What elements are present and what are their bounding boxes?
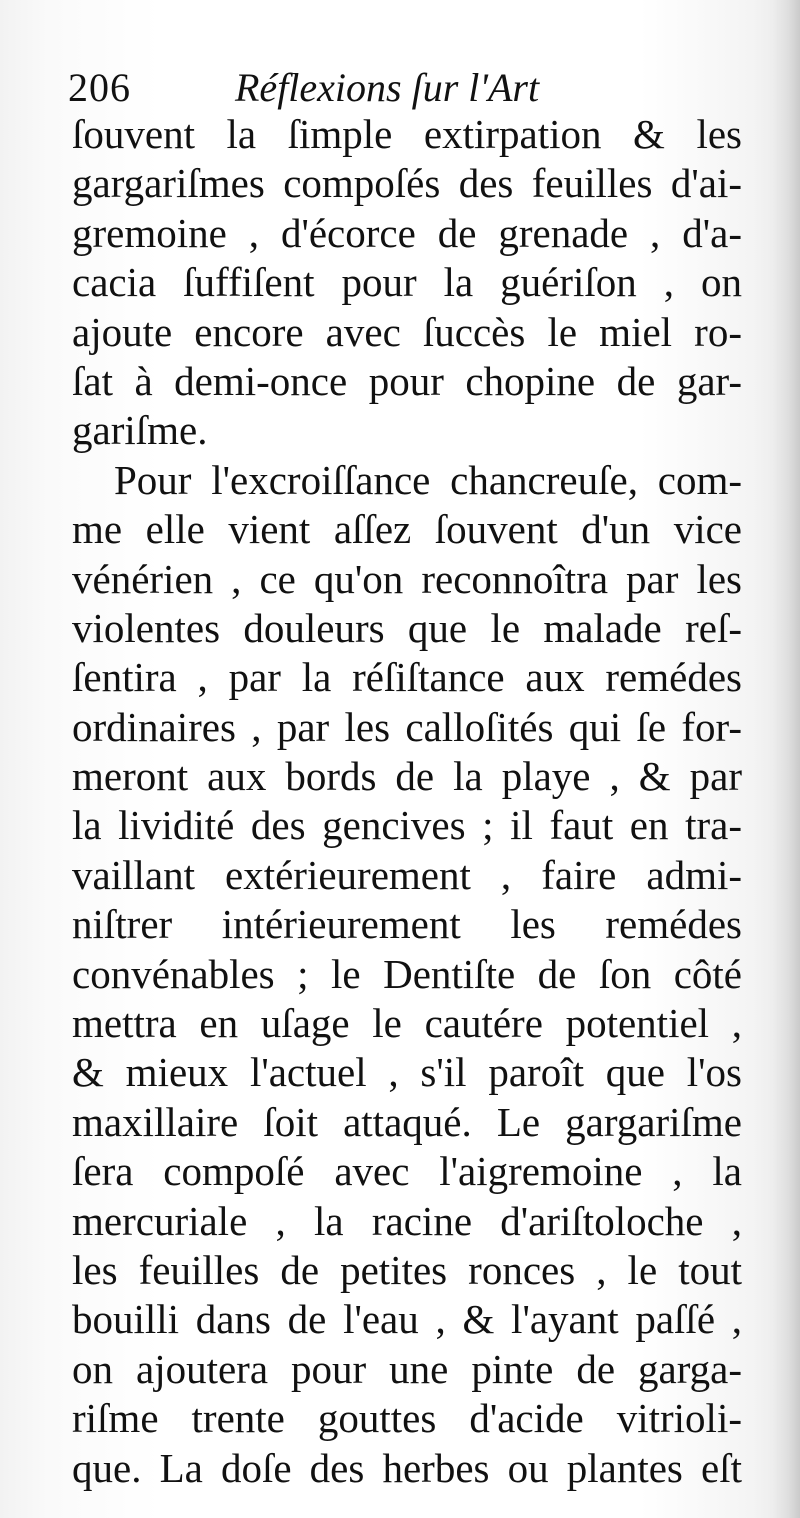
text-line: vaillant extérieurement , faire admi- xyxy=(72,851,742,898)
text-line: niſtrer intérieurement les remédes xyxy=(72,901,742,948)
page-edge-shadow xyxy=(772,0,800,1518)
text-line: mettra en uſage le cautére potentiel , xyxy=(72,1000,742,1047)
page-number: 206 xyxy=(68,65,131,110)
text-line: & mieux l'actuel , s'il paroît que l'os xyxy=(72,1049,742,1096)
text-block xyxy=(72,110,742,1493)
text-line: Pour l'excroiſſance chancreuſe, com- xyxy=(114,456,742,503)
running-title: Réflexions ſur l'Art xyxy=(235,65,540,110)
text-line: meront aux bords de la playe , & par xyxy=(72,753,742,800)
text-line: que. La doſe des herbes ou plantes eſt xyxy=(72,1444,742,1491)
text-line: gremoine , d'écorce de grenade , d'a- xyxy=(72,209,742,256)
text-line: on ajoutera pour une pinte de garga- xyxy=(72,1345,742,1392)
text-line: me elle vient aſſez ſouvent d'un vice xyxy=(72,506,742,553)
text-line: ajoute encore avec ſuccès le miel ro- xyxy=(72,308,742,355)
text-line: ſentira , par la réſiſtance aux remédes xyxy=(72,654,742,701)
paragraph-1 xyxy=(72,110,742,456)
text-line: ſouvent la ſimple extirpation & les xyxy=(72,111,742,157)
text-line: maxillaire ſoit attaqué. Le gargariſme xyxy=(72,1098,742,1145)
running-head xyxy=(60,60,760,110)
text-line: ſera compoſé avec l'aigremoine , la xyxy=(72,1148,742,1195)
text-line: les feuilles de petites ronces , le tout xyxy=(72,1246,742,1293)
text-line: mercuriale , la racine d'ariſtoloche , xyxy=(72,1197,742,1244)
text-line: gariſme. xyxy=(72,407,208,454)
text-line: la lividité des gencives ; il faut en tra- xyxy=(72,802,742,849)
text-line: ſat à demi-once pour chopine de gar- xyxy=(72,357,742,404)
paragraph-2 xyxy=(72,456,742,1493)
text-line: riſme trente gouttes d'acide vitrioli- xyxy=(72,1395,742,1442)
text-line: ordinaires , par les calloſités qui ſe for- xyxy=(72,703,742,750)
text-line: convénables ; le Dentiſte de ſon côté xyxy=(72,950,742,997)
text-line: gargariſmes compoſés des feuilles d'ai- xyxy=(72,160,742,207)
text-line: vénérien , ce qu'on reconnoîtra par les xyxy=(72,555,742,602)
text-line: cacia ſuffiſent pour la guériſon , on xyxy=(72,259,742,306)
text-line: bouilli dans de l'eau , & l'ayant paſſé , xyxy=(72,1296,742,1343)
text-line: violentes douleurs que le malade reſ- xyxy=(72,604,742,651)
